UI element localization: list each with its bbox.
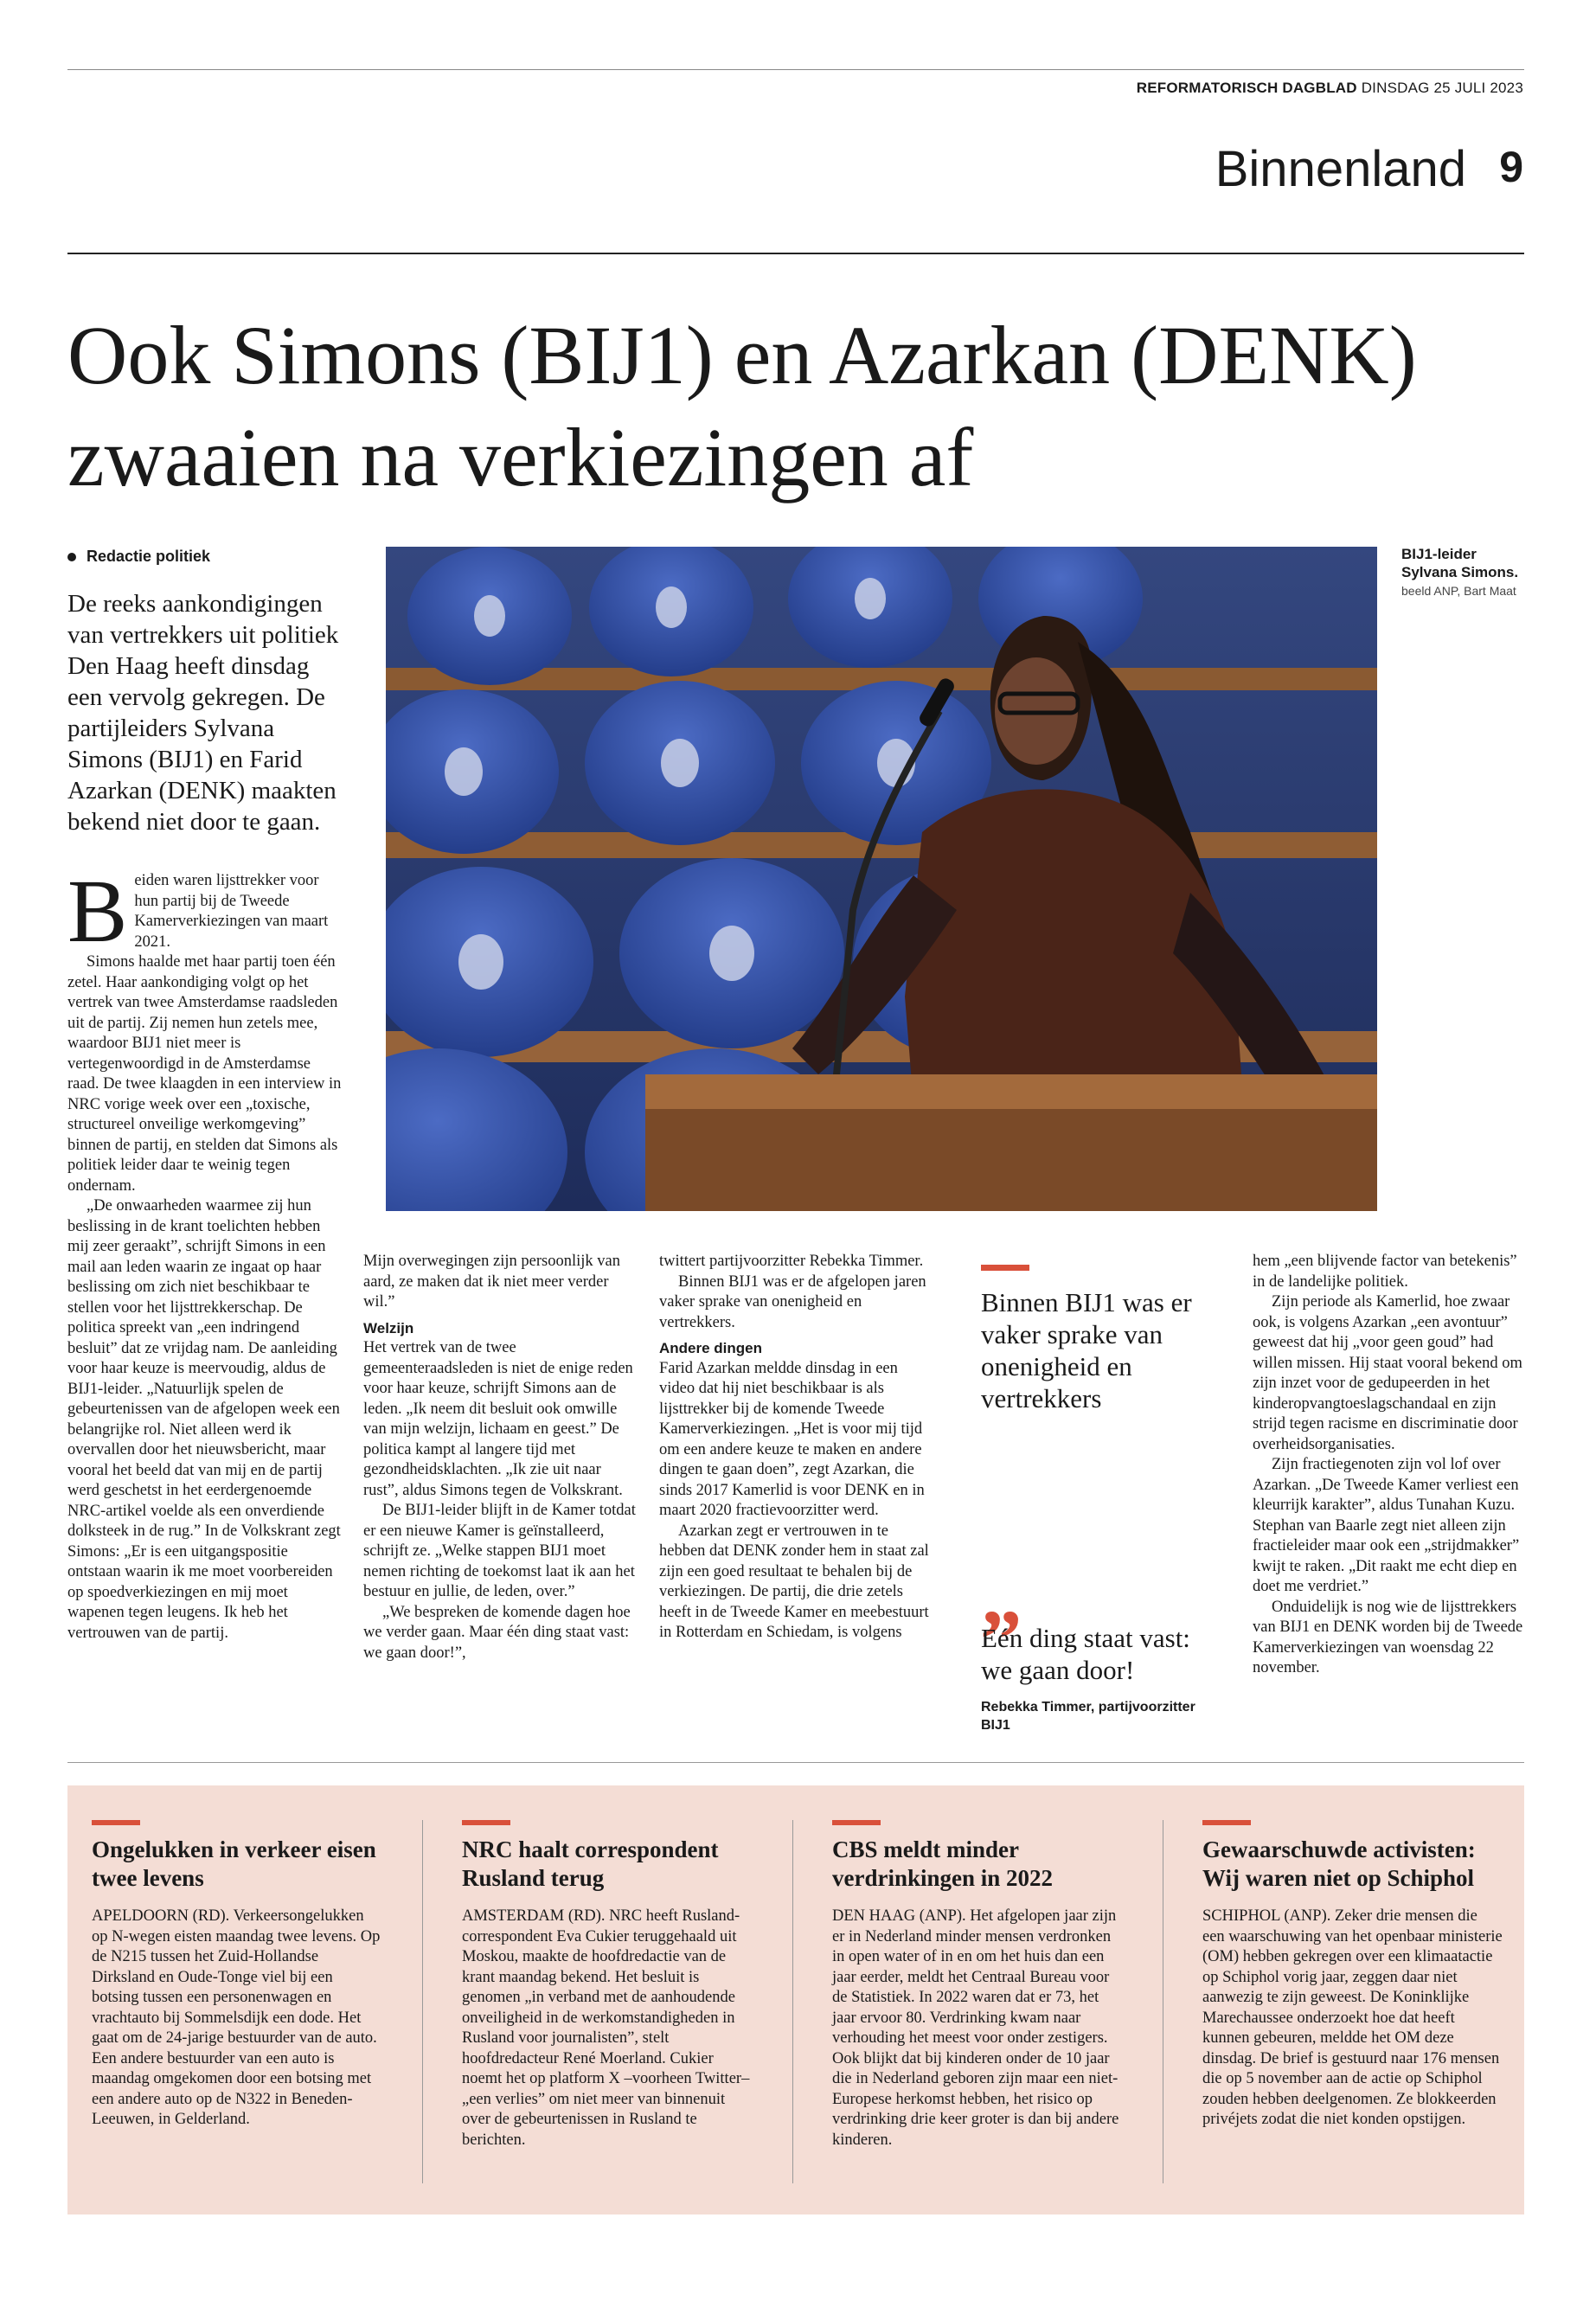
- brief-text: SCHIPHOL (ANP). Zeker drie mensen die een waarschuwing van het openbaar ministerie (OM) hebben gekregen over een klimaatactie op Schiphol vorig jaar, zeggen daar niet aanwezig te zijn geweest. De Koninklijke Marechaussee onderzoekt hoe dat heeft kunnen gebeuren, meldde het OM deze dinsdag. De brief is gestuurd naar 176 mensen die op 5 november aan de actie op Schiphol zouden hebben deelgenomen. Ze blokkeerden privéjets zodat die niet konden opstijgen.: [1202, 1907, 1503, 2128]
- pull-quote-1: [981, 1265, 1223, 1414]
- brief-1: [92, 1820, 382, 2131]
- brief-title: CBS meldt minder verdrinkingen in 2022: [832, 1836, 1054, 1891]
- brief-3: [832, 1820, 1123, 2150]
- brief-title: NRC haalt correspondent Rusland terug: [462, 1836, 719, 1891]
- photo-credit: beeld ANP, Bart Maat: [1401, 584, 1516, 598]
- accent-bar: [832, 1820, 881, 1825]
- brief-4: [1202, 1820, 1503, 2131]
- bullet-icon: [67, 553, 76, 561]
- col3-p4: Azarkan zegt er vertrouwen in te hebben dat DENK zonder hem in staat zal zijn een goed resultaat te behalen bij de verkiezingen. De partij, die drie zetels heeft in de Tweede Kamer en meebestuurt in Rotterdam en Schiedam, is volgens: [659, 1522, 929, 1641]
- article-column-2: [363, 1252, 638, 1663]
- subhead-welzijn: Welzijn: [363, 1319, 414, 1336]
- parliament-photo-illustration: [386, 547, 1377, 1211]
- headline: [67, 304, 1538, 509]
- brief-divider: [792, 1820, 793, 2183]
- col2-p4: „We bespreken de komende dagen hoe we verder gaan. Maar één ding staat vast: we gaan door!”,: [363, 1603, 631, 1662]
- lead-paragraph: De reeks aankondigingen van vertrekkers uit politiek Den Haag heeft dinsdag een vervolg gekregen. De partijleiders Sylvana Simons (BIJ1) en Farid Azarkan (DENK) maakten bekend niet door te gaan.: [67, 590, 339, 836]
- col3-p2: Binnen BIJ1 was er de afgelopen jaren vaker sprake van onenigheid en vertrekkers.: [659, 1272, 926, 1331]
- section-rule: [67, 253, 1524, 254]
- caption-text: BIJ1-leider Sylvana Simons.: [1401, 546, 1519, 580]
- brief-text: DEN HAAG (ANP). Het afgelopen jaar zijn er in Nederland minder mensen verdronken in open water of in en om het huis dan een jaar eerder, meldt het Centraal Bureau voor de Statistiek. In 2022 waren dat er 73, het jaar ervoor 80. Verdrinking kwam naar verhouding het meest voor onder zestigers. Ook blijkt dat bij kinderen onder de 10 jaar die in Nederland geboren zijn maar een niet-Europese herkomst hebben, het risico op verdrinking drie keer groter is dan bij andere kinderen.: [832, 1907, 1119, 2149]
- pull-quote-2: [981, 1549, 1223, 1734]
- headline-line-2: zwaaien na verkiezingen af: [67, 411, 974, 503]
- brief-text: AMSTERDAM (RD). NRC heeft Rusland-correspondent Eva Cukier teruggehaald uit Moskou, maakte de hoofdredactie van de krant maandag bekend. Het besluit is genomen „in verband met de aanhoudende onveiligheid in de werkomstandigheden in Rusland voor journalisten”, stelt hoofdredacteur René Moerland. Cukier noemt het op platform X –voorheen Twitter– „een verlies” om niet meer van binnenuit over de gebeurtenissen in Rusland te berichten.: [462, 1907, 750, 2149]
- top-rule: [67, 69, 1524, 70]
- brief-title: Ongelukken in verkeer eisen twee levens: [92, 1836, 376, 1891]
- photo-caption: [1401, 545, 1531, 600]
- section-title: Binnenland: [1215, 141, 1466, 197]
- subhead-andere-dingen: Andere dingen: [659, 1340, 763, 1356]
- byline-text: Redactie politiek: [87, 548, 211, 565]
- col1-p2: Simons haalde met haar partij toen één zetel. Haar aankondiging volgt op het vertrek van twee Amsterdamse raadsleden uit de partij. Zij nemen hun zetels mee, waardoor BIJ1 niet meer is vertegenwoordigd in de Amsterdamse raad. De twee klaagden in een interview in NRC vorige week over een „toxische, structureel onveilige werkomgeving” binnen de partij, en stelden dat Simons als politiek leider daar te weinig tegen ondernam.: [67, 953, 342, 1195]
- accent-bar: [1202, 1820, 1251, 1825]
- byline: [67, 548, 210, 566]
- masthead: [1137, 80, 1523, 97]
- col2-p3: De BIJ1-leider blijft in de Kamer totdat er een nieuwe Kamer is geïnstalleerd, schrijft ze. „Welke stappen BIJ1 moet nemen richting de toekomst laat ik aan het bestuur en jullie, de leden, over.”: [363, 1502, 636, 1600]
- col3-p3: Farid Azarkan meldde dinsdag in een video dat hij niet beschikbaar is als lijsttrekker bij de komende Tweede Kamerverkiezingen. „Het is voor mij tijd om een andere keuze te maken en andere dingen te gaan doen”, zegt Azarkan, die sinds 2017 Kamerlid is voor DENK en in maart 2020 fractievoorzitter werd.: [659, 1359, 925, 1519]
- brief-text: APELDOORN (RD). Verkeersongelukken op N-wegen eisten maandag twee levens. Op de N215 tussen het Zuid-Hollandse Dirksland en Oude-Tonge viel bij een botsing tussen een personenwagen en vrachtauto bij Sommelsdijk een dode. Het gaat om de 24-jarige bestuurder van de auto. Een andere bestuurder van een auto is maandag omgekomen door een botsing met een andere auto op de N322 in Beneden-Leeuwen, in Gelderland.: [92, 1907, 381, 2128]
- news-briefs: [67, 1785, 1524, 2214]
- col1-first: eiden waren lijsttrekker voor hun partij bij de Tweede Kamerverkiezingen van maart 2021.: [134, 872, 329, 951]
- col2-p2: Het vertrek van de twee gemeenteraadsleden is niet de enige reden voor haar keuze, schrijft Simons aan de leden. „Ik neem dit besluit ook omwille van mijn welzijn, lichaam en geest.” De politica kampt al langere tijd met gezondheidsklachten. „Ik zie uit naar rust”, aldus Simons tegen de Volkskrant.: [363, 1339, 633, 1499]
- article-photo: [386, 547, 1377, 1211]
- page-number: 9: [1499, 143, 1523, 191]
- headline-line-1: Ook Simons (BIJ1) en Azarkan (DENK): [67, 309, 1417, 401]
- article-column-3: [659, 1252, 934, 1644]
- quote-attribution: Rebekka Timmer, partijvoorzitter BIJ1: [981, 1700, 1195, 1733]
- accent-bar: [981, 1265, 1029, 1271]
- col5-p4: Onduidelijk is nog wie de lijsttrekkers van BIJ1 en DENK worden bij de Tweede Kamerverkiezingen van woensdag 22 november.: [1253, 1598, 1523, 1676]
- accent-bar: [92, 1820, 140, 1825]
- drop-cap: B: [67, 862, 128, 961]
- brief-divider: [422, 1820, 423, 2183]
- accent-bar: [462, 1820, 510, 1825]
- issue-date: DINSDAG 25 JULI 2023: [1361, 80, 1523, 96]
- brief-2: [462, 1820, 753, 2150]
- col2-p1: Mijn overwegingen zijn persoonlijk van aard, ze maken dat ik niet meer verder wil.”: [363, 1253, 620, 1311]
- paper-name: REFORMATORISCH DAGBLAD: [1136, 80, 1357, 96]
- article-column-5: [1253, 1252, 1526, 1679]
- quote-mark-icon: „: [981, 1549, 1022, 1642]
- col1-p3: „De onwaarheden waarmee zij hun beslissing in de krant toelichten hebben mij zeer geraakt”, schrijft Simons in een mail aan leden waarin ze ingaat op haar beslissing om zich niet beschikbaar te stellen voor het lijsttrekkerschap. De politica spreekt van „een indringend besluit” dat ze vrijdag nam. De aanleiding voor haar keuze is meervoudig, aldus de BIJ1-leider. „Natuurlijk spelen de gebeurtenissen van de afgelopen week een belangrijke rol. Niet alleen werd ik overvallen door het nieuwsbericht, maar vooral het beeld dat van mij en de partij werd geschetst in het eerdergenoemde NRC-artikel voelde als een onverdiende dolksteek in de rug.” In de Volkskrant zegt Simons: „Er is een uitgangspositie ontstaan waarin ik me moet voorbereiden op spoedverkiezingen en mij moet wapenen tegen leugens. Ik heb het vertrouwen van de partij.: [67, 1197, 341, 1642]
- article-column-1: [67, 862, 343, 1644]
- quote-text: Eén ding staat vast: we gaan door!: [981, 1623, 1190, 1685]
- brief-title: Gewaarschuwde activisten: Wij waren niet op Schiphol: [1202, 1836, 1476, 1891]
- pull-quote-text: Binnen BIJ1 was er vaker sprake van onenigheid en vertrekkers: [981, 1287, 1192, 1413]
- col5-p3: Zijn fractiegenoten zijn vol lof over Azarkan. „De Tweede Kamer verliest een kleurrijk karakter”, aldus Tunahan Kuzu. Stephan van Baarle zegt niet alleen zijn fractieleider maar ook een „strijdmakker” kwijt te raken. „Dit raakt me echt diep en doet me verdriet.”: [1253, 1456, 1520, 1595]
- col3-p1: twittert partijvoorzitter Rebekka Timmer.: [659, 1253, 924, 1270]
- bottom-rule: [67, 1762, 1524, 1763]
- col5-p2: Zijn periode als Kamerlid, hoe zwaar ook, is volgens Azarkan „een avontuur” geweest dat hij „voor geen goud” had willen missen. Hij staat vooral bekend om zijn inzet voor de gedupeerden in het kinderopvangtoeslagschandaal en zijn strijd tegen racisme en discriminatie door overheidsorganisaties.: [1253, 1293, 1522, 1453]
- col5-p1: hem „een blijvende factor van betekenis” in de landelijke politiek.: [1253, 1253, 1517, 1291]
